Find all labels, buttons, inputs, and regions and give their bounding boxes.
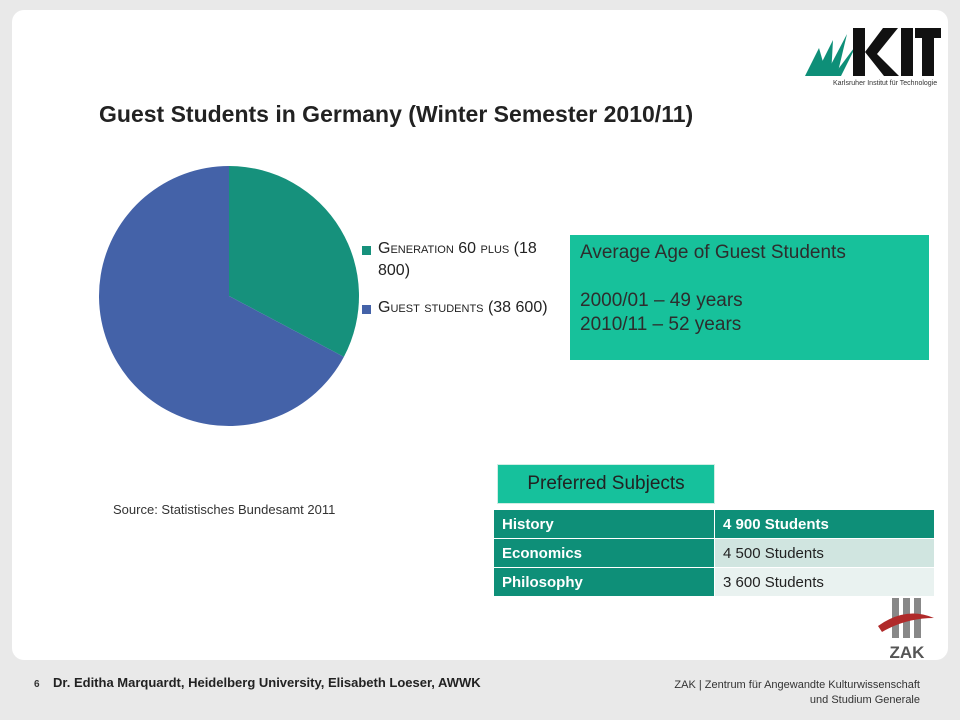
preferred-subjects-heading: Preferred Subjects bbox=[497, 464, 715, 504]
count-cell: 4 900 Students bbox=[715, 510, 935, 539]
legend-label: Generation 60 plus (18 800) bbox=[378, 240, 537, 280]
source-note: Source: Statistisches Bundesamt 2011 bbox=[113, 502, 336, 517]
average-age-line: 2010/11 – 52 years bbox=[580, 314, 742, 335]
pie-chart bbox=[95, 162, 363, 430]
kit-subtitle: Karlsruher Institut für Technologie bbox=[833, 80, 938, 87]
footer-organization bbox=[674, 678, 920, 708]
legend-label: Guest students (38 600) bbox=[378, 298, 548, 316]
legend-swatch-guest bbox=[362, 305, 371, 314]
average-age-line: 2000/01 – 49 years bbox=[580, 290, 743, 311]
subjects-table bbox=[493, 509, 935, 597]
page-number: 6 bbox=[34, 679, 40, 690]
footer-org-line: ZAK | Zentrum für Angewandte Kulturwissenschaft bbox=[674, 679, 920, 691]
table-row bbox=[494, 568, 935, 597]
subject-cell: Philosophy bbox=[494, 568, 715, 597]
subject-cell: Economics bbox=[494, 539, 715, 568]
table-row bbox=[494, 510, 935, 539]
legend-item-generation bbox=[362, 238, 562, 283]
svg-text:ZAK: ZAK bbox=[889, 643, 925, 662]
legend-swatch-generation bbox=[362, 246, 371, 255]
legend-item-guest bbox=[362, 297, 562, 319]
spacer bbox=[580, 265, 919, 289]
average-age-box bbox=[570, 235, 929, 360]
zak-logo bbox=[876, 596, 938, 662]
table-row bbox=[494, 539, 935, 568]
chart-legend bbox=[362, 238, 562, 333]
chart-title: Guest Students in Germany (Winter Semester 2010/11) bbox=[99, 101, 694, 127]
footer-org-line: und Studium Generale bbox=[809, 694, 920, 706]
count-cell: 3 600 Students bbox=[715, 568, 935, 597]
count-cell: 4 500 Students bbox=[715, 539, 935, 568]
subject-cell: History bbox=[494, 510, 715, 539]
footer-author: Dr. Editha Marquardt, Heidelberg University, Elisabeth Loeser, AWWK bbox=[53, 675, 481, 690]
average-age-title: Average Age of Guest Students bbox=[580, 242, 846, 263]
